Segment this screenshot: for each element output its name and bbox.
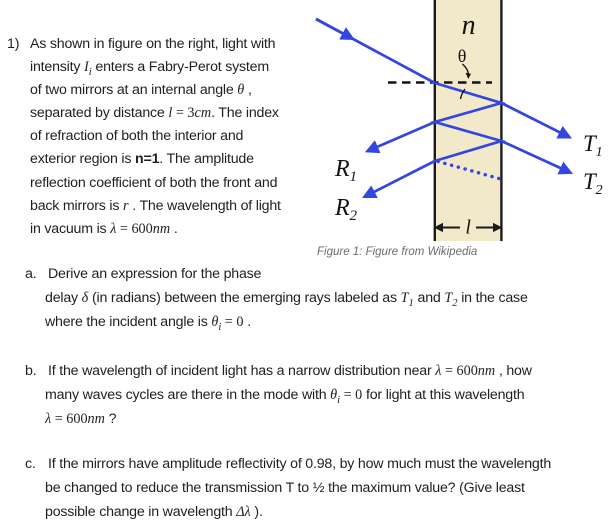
incident-ray-arrowhead [316, 19, 350, 37]
figure-caption: Figure 1: Figure from Wikipedia [317, 246, 478, 258]
part-b-line: many waves cycles are there in the mode with $\theta_i = 0$ for light at this wavelength [45, 387, 525, 406]
reflected-ray-r2 [367, 161, 435, 196]
intro-line: in vacuum is λ = 600nm . [30, 220, 178, 237]
transmitted-ray-t1 [501, 103, 567, 136]
intro-line: reflection coefficient of both the front and [30, 174, 278, 191]
part-c-line: possible change in wavelength Δλ ). [45, 504, 263, 520]
intro-line: separated by distance l = 3cm. The index [30, 105, 279, 122]
part-a-line: where the incident angle is $\theta_i = 0$ . [45, 314, 251, 333]
intro-line: of refraction of both the interior and [30, 128, 244, 145]
part-c [0, 452, 610, 522]
part-b-line: If the wavelength of incident light has a narrow distribution near λ = 600nm , how [48, 363, 532, 379]
thickness-label-l: l [465, 216, 471, 239]
t1-label: $T_1$ [583, 131, 603, 160]
part-label: c. [25, 456, 36, 472]
part-label: a. [25, 266, 37, 282]
intro-paragraph [30, 33, 281, 241]
intro-line: of two mirrors at an internal angle θ , [30, 82, 252, 99]
intro-line: exterior region is n=1. The amplitude [30, 151, 254, 168]
part-b-line: λ = 600nm ? [45, 411, 117, 427]
intro-line: As shown in figure on the right, light with [30, 36, 276, 52]
part-a-line: Derive an expression for the phase [48, 266, 262, 282]
problem-number: 1) [7, 36, 20, 52]
part-label: b. [25, 363, 37, 379]
part-a-line: delay δ (in radians) between the emerging rays labeled as $T_1$ and $T_2$ in the case [45, 290, 528, 309]
part-c-line: If the mirrors have amplitude reflectivity of 0.98, by how much must the wavelength [48, 456, 552, 472]
part-a [0, 262, 610, 334]
r1-label: $R_1$ [335, 156, 357, 185]
t2-label: $T_2$ [583, 169, 603, 198]
index-label-n: n [461, 10, 476, 41]
transmitted-ray-t2 [501, 141, 568, 172]
theta-label: θ [457, 46, 467, 66]
r2-label: $R_2$ [335, 195, 357, 224]
part-c-line: be changed to reduce the transmission T to ½ the maximum value? (Give least [45, 480, 525, 496]
fabry-perot-figure [300, 0, 610, 244]
intro-line: back mirrors is r . The wavelength of light [30, 197, 281, 214]
intro-line: intensity $I_i$ enters a Fabry-Perot system [30, 59, 269, 78]
reflected-ray-r1 [370, 122, 435, 150]
part-b [0, 359, 610, 431]
